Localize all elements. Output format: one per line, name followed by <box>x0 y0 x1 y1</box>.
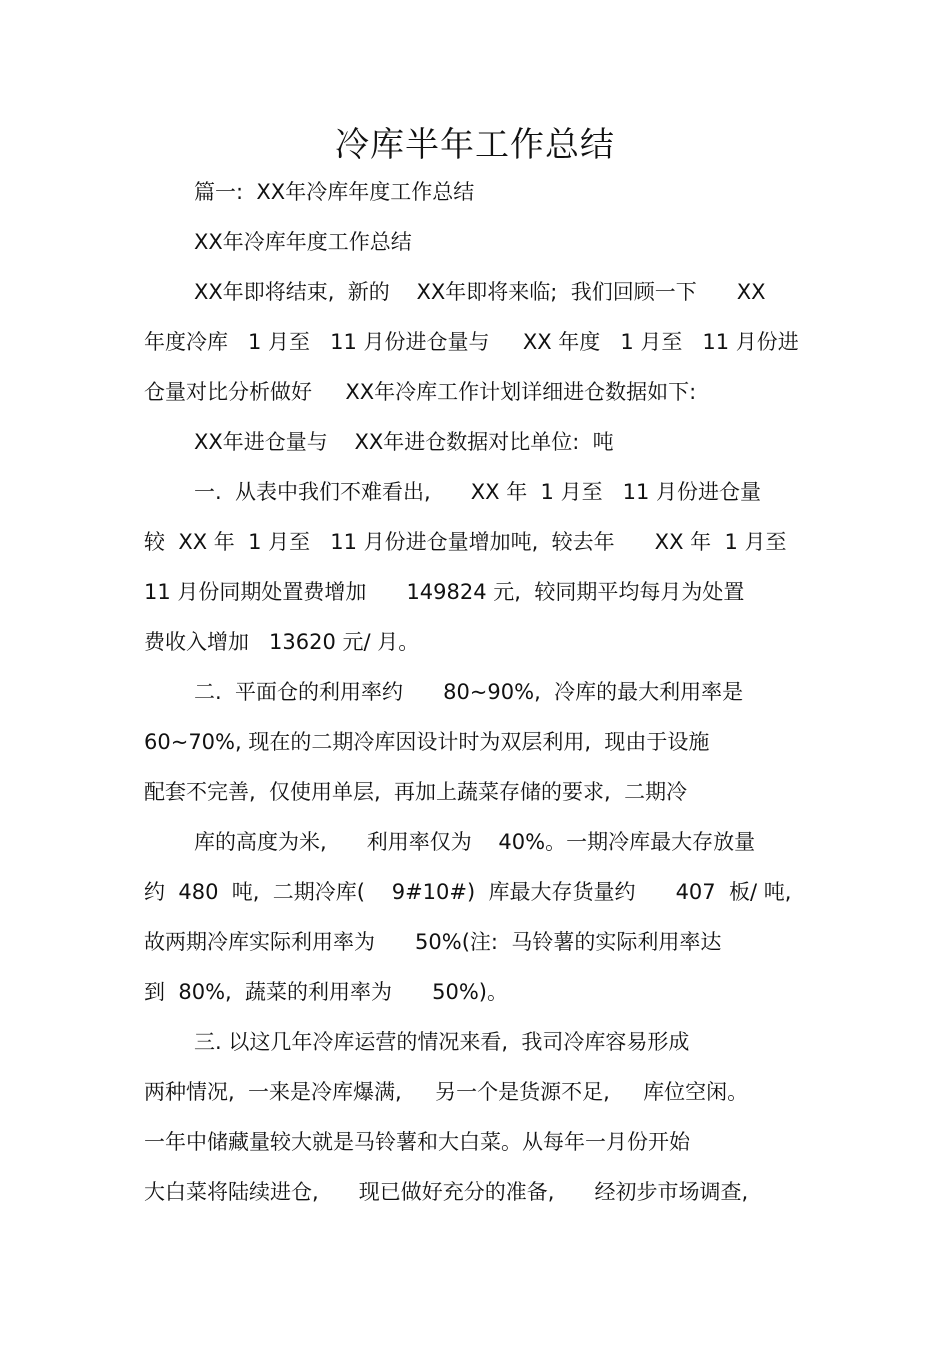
paragraph-line: 大白菜将陆续进仓, 现已做好充分的准备, 经初步市场调查, <box>144 1180 749 1204</box>
paragraph-line: 故两期冷库实际利用率为 50%(注: 马铃薯的实际利用率达 <box>144 930 722 954</box>
paragraph-line: 年度冷库 1 月至 11 月份进仓量与 XX 年度 1 月至 11 月份进 <box>144 330 799 354</box>
paragraph-line: XX年冷库年度工作总结 <box>194 230 412 254</box>
paragraph-line: 一. 从表中我们不难看出, XX 年 1 月至 11 月份进仓量 <box>194 480 762 504</box>
document-title: 冷库半年工作总结 <box>335 125 615 165</box>
paragraph-line: 到 80%, 蔬菜的利用率为 50%)。 <box>144 980 508 1004</box>
paragraph-line: XX年即将结束, 新的 XX年即将来临; 我们回顾一下 XX <box>194 280 766 304</box>
paragraph-line: 仓量对比分析做好 XX年冷库工作计划详细进仓数据如下: <box>144 380 697 404</box>
paragraph-line: XX年进仓量与 XX年进仓数据对比单位: 吨 <box>194 430 614 454</box>
paragraph-line: 11 月份同期处置费增加 149824 元, 较同期平均每月为处置 <box>144 580 745 604</box>
paragraph-line: 较 XX 年 1 月至 11 月份进仓量增加吨, 较去年 XX 年 1 月至 <box>144 530 787 554</box>
paragraph-line: 约 480 吨, 二期冷库( 9#10#) 库最大存货量约 407 板/ 吨, <box>144 880 792 904</box>
paragraph-line: 费收入增加 13620 元/ 月。 <box>144 630 420 654</box>
paragraph-line: 二. 平面仓的利用率约 80~90%, 冷库的最大利用率是 <box>194 680 744 704</box>
paragraph-line: 两种情况, 一来是冷库爆满, 另一个是货源不足, 库位空闲。 <box>144 1080 749 1104</box>
paragraph-line: 配套不完善, 仅使用单层, 再加上蔬菜存储的要求, 二期冷 <box>144 780 688 804</box>
paragraph-line: 一年中储藏量较大就是马铃薯和大白菜。从每年一月份开始 <box>144 1130 690 1154</box>
paragraph-line: 三. 以这几年冷库运营的情况来看, 我司冷库容易形成 <box>194 1030 690 1054</box>
paragraph-line: 60~70%, 现在的二期冷库因设计时为双层利用, 现由于设施 <box>144 730 710 754</box>
paragraph-line: 库的高度为米, 利用率仅为 40%。一期冷库最大存放量 <box>194 830 756 854</box>
paragraph-line: 篇一: XX年冷库年度工作总结 <box>194 180 475 204</box>
